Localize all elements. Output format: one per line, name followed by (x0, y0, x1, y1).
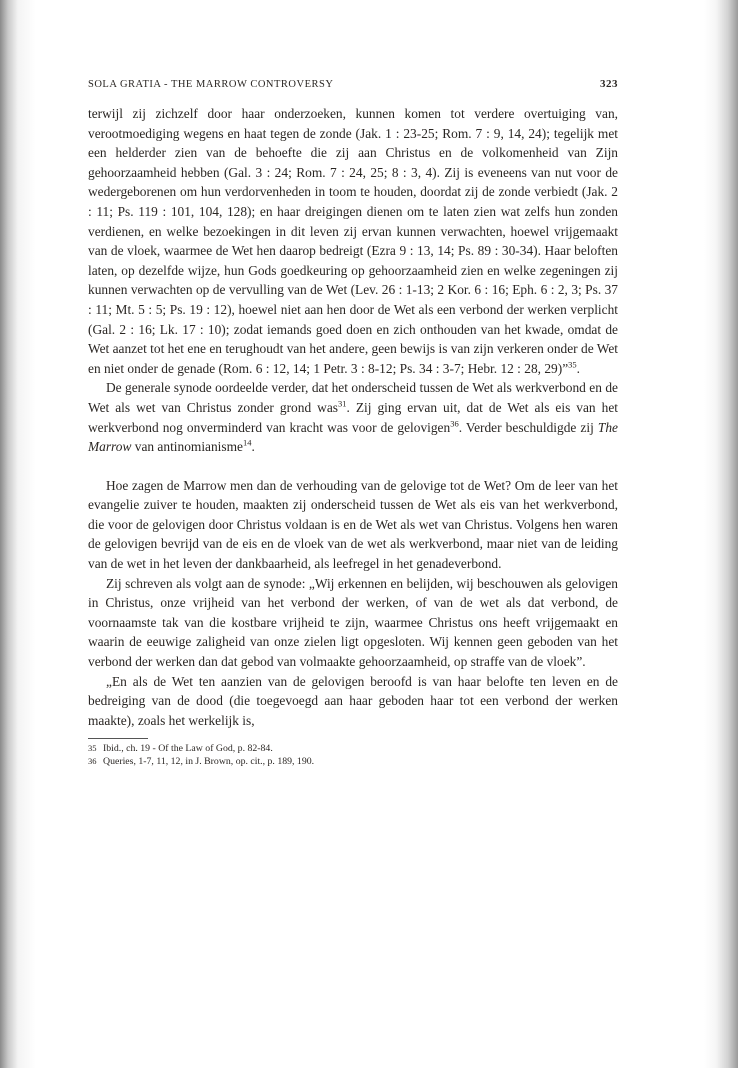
footnotes (88, 742, 618, 768)
paragraph-2-text-b: . Zij ging ervan uit, dat de Wet als eis van het werkverbond nog onverminderd van kracht was voor de gelovigen (88, 399, 618, 435)
footnote-text: Queries, 1-7, 11, 12, in J. Brown, op. cit., p. 189, 190. (103, 756, 315, 768)
paragraph-1-text: terwijl zij zichzelf door haar onderzoeken, kunnen komen tot verdere overtuiging van, verootmoediging wegens en haat tegen de zonde (Jak. 1 : 23-25; Rom. 7 : 9, 14, 24); tegelijk met een helderder zien van de behoefte die zij aan Christus en de volkomenheid van Zijn gehoorzaamheid hebben (Gal. 3 : 24; Rom. 7 : 24, 25; 8 : 3, 4). Zij is eveneens van nut voor de wedergeborenen om hun verdorvenheden in toom te houden, doordat zij de zonde verbiedt (Jak. 2 : 11; Ps. 119 : 101, 104, 128); en haar dreigingen dienen om te laten zien wat zelfs hun zonden verdienen, en welke bezoekingen in dit leven zij ervan kunnen verwachten, hoewel vrijgemaakt van de vloek, waarmee de Wet hen daarop bedreigt (Ezra 9 : 13, 14; Ps. 89 : 30-34). Haar beloften laten, op dezelfde wijze, hun Gods goedkeuring op gehoorzaamheid zien en welke zegeningen zij kunnen verwachten op de vervulling van de Wet (Lev. 26 : 1-13; 2 Kor. 6 : 16; Eph. 6 : 2, 3; Ps. 37 : 11; Mt. 5 : 5; Ps. 19 : 12), hoewel niet aan hen door de Wet als een verbond der werken verplicht (Gal. 2 : 16; Lk. 17 : 10); zodat iemands goed doen en zich onthouden van het kwade, omdat de Wet aanzet tot het ene en terughoudt van het andere, geen bewijs is van zijn verkeren onder de Wet en niet onder de genade (Rom. 6 : 12, 14; 1 Petr. 3 : 8-12; Ps. 34 : 3-7; Hebr. 12 : 28, 29)” (88, 106, 618, 376)
running-title: SOLA GRATIA - THE MARROW CONTROVERSY (88, 79, 334, 90)
running-head (88, 78, 618, 104)
paragraph-2-text-a: De generale synode oordeelde verder, dat het onderscheid tussen de Wet als werkverbond en de Wet als wet van Christus zonder grond was (88, 380, 618, 415)
footnote-ref-31: 31 (337, 398, 347, 409)
footnote-ref-36: 36 (450, 418, 459, 429)
paragraph-1: terwijl zij zichzelf door haar onderzoeken, kunnen komen tot verdere overtuiging van, verootmoediging wegens en haat tegen de zonde (Jak. 1 : 23-25; Rom. 7 : 9, 14, 24); tegelijk met een helderder zien van de behoefte die zij aan Christus en de volkomenheid van Zijn gehoorzaamheid hebben (Gal. 3 : 24; Rom. 7 : 24, 25; 8 : 3, 4). Zij is eveneens van nut voor de wedergeborenen om hun verdorvenheden in toom te houden, doordat zij de zonde verbiedt (Jak. 2 : 11; Ps. 119 : 101, 104, 128); en haar dreigingen dienen om te laten zien wat zelfs hun zonden verdienen, en welke bezoekingen in dit leven zij ervan kunnen verwachten, hoewel vrijgemaakt van de vloek, waarmee de Wet hen daarop bedreigt (Ezra 9 : 13, 14; Ps. 89 : 30-34). Haar beloften laten, op dezelfde wijze, hun Gods goedkeuring op gehoorzaamheid zien en welke zegeningen zij kunnen verwachten op de vervulling van de Wet (Lev. 26 : 1-13; 2 Kor. 6 : 16; Eph. 6 : 2, 3; Ps. 37 : 11; Mt. 5 : 5; Ps. 19 : 12), hoewel niet aan hen door de Wet als een verbond der werken verplicht (Gal. 2 : 16; Lk. 17 : 10); zodat iemands goed doen en zich onthouden van het kwade, omdat de Wet aanzet tot het ene en terughoudt van het andere, geen bewijs is van zijn verkeren onder de Wet en niet onder de genade (Rom. 6 : 12, 14; 1 Petr. 3 : 8-12; Ps. 34 : 3-7; Hebr. 12 : 28, 29)”$^{35}$. (88, 106, 618, 376)
footnote-ref-14: 14 (242, 437, 252, 448)
footnote-ref-35: 35 (568, 359, 577, 370)
footnote-text: Ibid., ch. 19 - Of the Law of God, p. 82-84. (103, 743, 273, 755)
page-edge-shadow-left (0, 0, 36, 1068)
footnote-divider (88, 738, 148, 739)
footnote-number: 36 (88, 756, 97, 767)
paragraph-2 (88, 378, 618, 456)
footnote-number: 35 (88, 743, 97, 754)
book-page (88, 78, 618, 768)
page-edge-shadow-right (704, 0, 738, 1068)
paragraph-4: Zij schreven als volgt aan de synode: „Wij erkennen en belijden, wij beschouwen als gelovigen in Christus, onze vrijheid van het verbond der werken, of van de wet als dat verbond, de voornaamste tak van die kostbare vrijheid te zijn, waarmee Christus ons heeft vrijgemaakt en waarin de eeuwige zaligheid van onze zielen ligt opgesloten. Wij kennen geen geboden van het verbond der werken dan dat gebod van volmaakte gehoorzaamheid, op straffe van de vloek”. (88, 575, 618, 670)
body-text (88, 104, 618, 730)
paragraph-2-text-e: . (251, 439, 255, 455)
paragraph-2-text-d: van antinomianisme (131, 439, 243, 455)
footnote-35 (88, 742, 618, 755)
paragraph-5: „En als de Wet ten aanzien van de gelovigen beroofd is van haar belofte ten leven en de bedreiging van de dood (die toegevoegd aan haar geboden haar tot een verbond der werken maakte), zoals het werkelijk is, (88, 673, 618, 728)
book-title-italic: The Marrow (88, 419, 618, 455)
footnote-36 (88, 755, 618, 768)
paragraph-3: Hoe zagen de Marrow men dan de verhouding van de gelovige tot de Wet? Om de leer van het evangelie zuiver te houden, maakten zij onderscheid tussen de Wet als eis van het werkverbond, die voor de gelovigen door Christus voldaan is en de Wet als wet van Christus. Volgens hen waren de gelovigen bevrijd van de eis en de vloek van de wet als werkverbond, maar niet van de leiding van de wet in het leven der dankbaarheid, als leefregel in het genadeverbond. (88, 477, 618, 572)
paragraph-2-text-c: . Verder beschuldigde zij (458, 419, 598, 435)
page-number: 323 (600, 78, 618, 90)
